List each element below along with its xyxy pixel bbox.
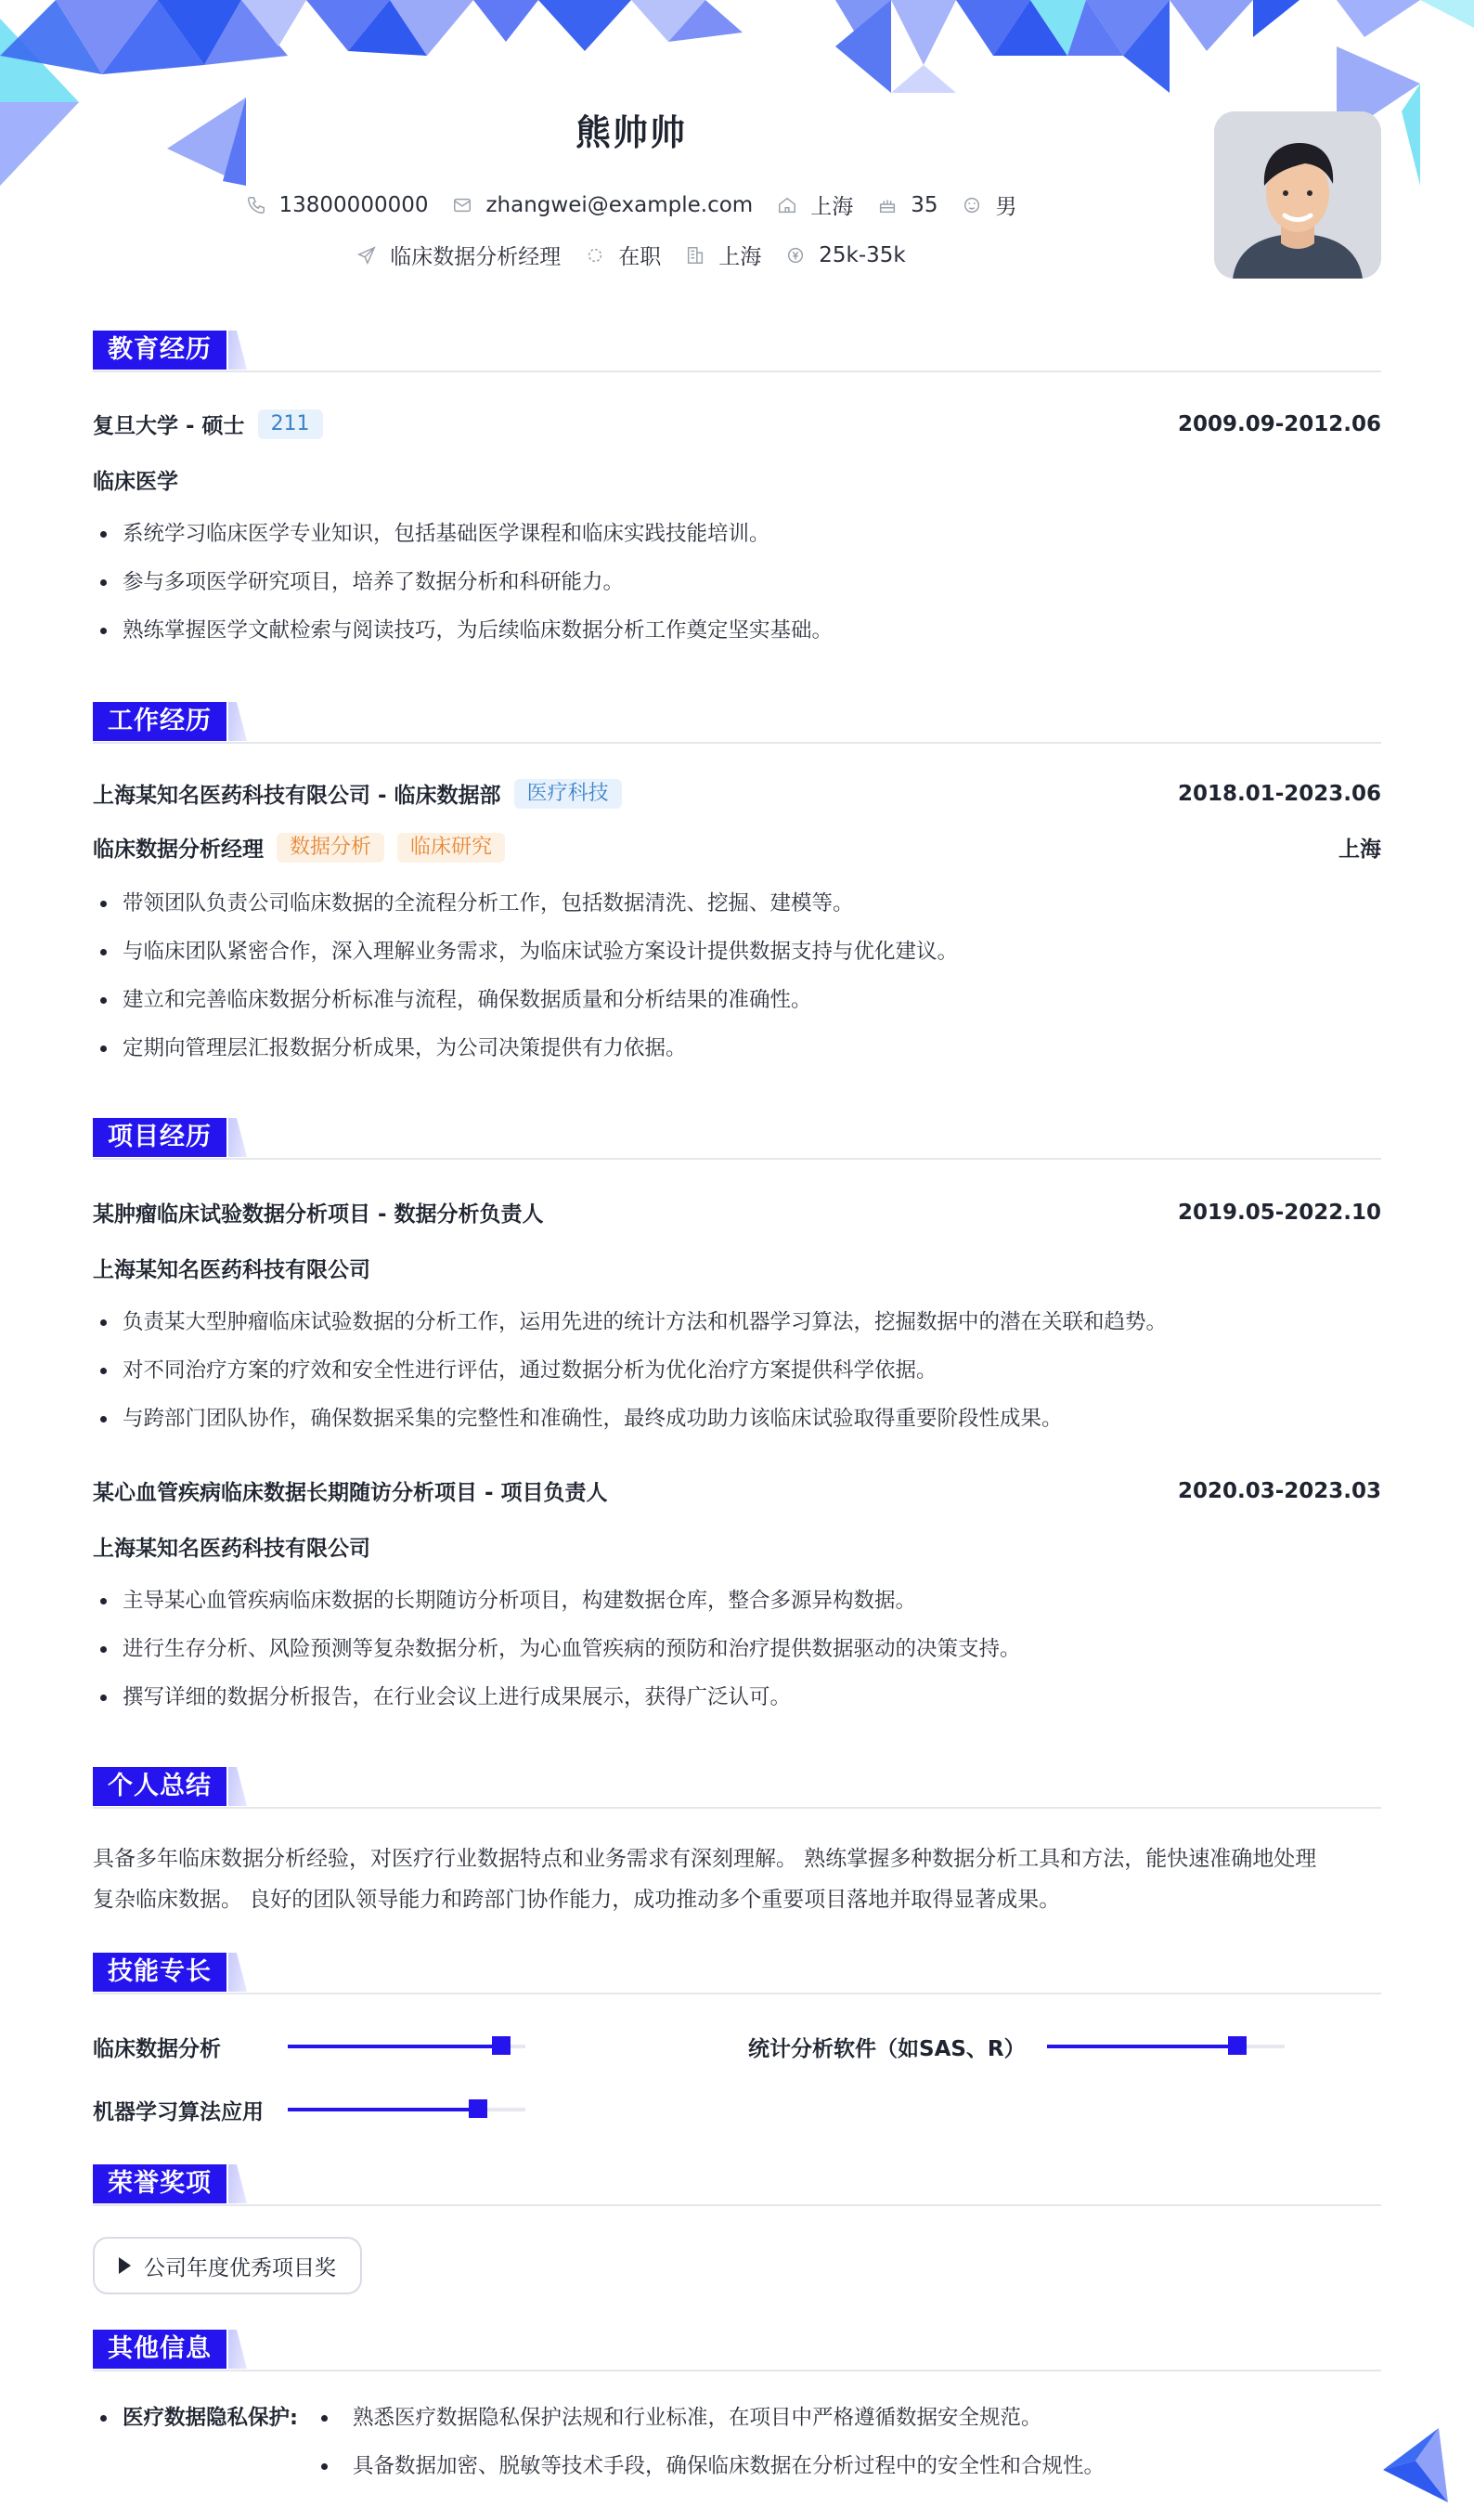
list-item: 定期向管理层汇报数据分析成果，为公司决策提供有力依据。 [93,1032,1381,1080]
list-item: 主导某心血管疾病临床数据的长期随访分析项目，构建数据仓库，整合多源异构数据。 [93,1584,1381,1632]
section-title: 项目经历 [93,1118,226,1157]
target-city-item [685,240,761,270]
summary-text [93,1838,1381,1920]
section-divider [93,1158,1381,1160]
work-bullets [93,887,1381,1080]
skill-bar [1047,2045,1285,2048]
skill-item [93,2093,557,2126]
work-position: 临床数据分析经理 [93,838,264,862]
project-header-row [93,1197,1381,1228]
work-tag: 临床研究 [397,833,505,863]
send-icon [356,245,377,266]
work-header-row [93,778,1381,809]
salary-icon [785,245,806,266]
project-date: 2019.05-2022.10 [1177,1200,1381,1225]
section-divider [93,1807,1381,1809]
mail-icon [452,195,472,215]
project-title: 某心血管疾病临床数据长期随访分析项目 - 项目负责人 [93,1481,608,1505]
phone-item [246,193,429,217]
section-work [93,702,1381,743]
section-title: 个人总结 [93,1767,226,1806]
section-other [93,2330,1381,2371]
bullet-dot [321,2463,328,2470]
section-divider [93,370,1381,372]
skill-item [748,2030,1305,2063]
section-tab-tail [228,2164,247,2203]
phone-text: 13800000000 [278,192,429,217]
section-divider [93,742,1381,744]
list-item: 与跨部门团队协作，确保数据采集的完整性和准确性，最终成功助力该临床试验取得重要阶段性成果。 [93,1402,1381,1450]
other-info-value: 熟悉医疗数据隐私保护法规和行业标准，在项目中严格遵循数据安全规范。 [353,2406,1042,2430]
status-text: 在职 [618,245,662,269]
section-skills [93,1953,1381,1994]
section-tab-tail [228,702,247,741]
section-project [93,1118,1381,1159]
salary-text: 25k-35k [819,242,906,267]
bullet-dot [100,2415,107,2422]
skill-bar-fill [288,2108,478,2111]
gender-item [962,189,1016,220]
list-item: 撰写详细的数据分析报告，在行业会议上进行成果展示，获得广泛认可。 [93,1681,1381,1729]
section-education [93,331,1381,371]
list-item: 参与多项医学研究项目，培养了数据分析和科研能力。 [93,565,1381,614]
skill-bar [288,2045,525,2048]
location-text: 上海 [810,195,854,219]
project-company: 上海某知名医药科技有限公司 [93,1537,370,1561]
list-item: 系统学习临床医学专业知识，包括基础医学课程和临床实践技能培训。 [93,517,1381,565]
work-city: 上海 [1338,838,1381,862]
list-item: 负责某大型肿瘤临床试验数据的分析工作，运用先进的统计方法和机器学习算法，挖掘数据中的潜在关联和趋势。 [93,1305,1381,1354]
other-info-value: 具备数据加密、脱敏等技术手段，确保临床数据在分析过程中的安全性和合规性。 [353,2454,1106,2478]
skill-name: 临床数据分析 [93,2036,221,2061]
work-company-dept: 上海某知名医药科技有限公司 - 临床数据部 [93,784,501,808]
work-tag: 数据分析 [277,833,384,863]
target-city-text: 上海 [718,245,762,269]
gender-icon [962,195,982,215]
salary-item [785,243,905,267]
age-item [877,193,937,217]
other-info-row [93,2399,1381,2448]
summary-line: 具备多年临床数据分析经验，对医疗行业数据特点和业务需求有深刻理解。 熟练掌握多种数据分析工具和方法，能快速准确地处理 [93,1847,1317,1871]
skill-item [93,2030,557,2063]
award-item [93,2237,362,2294]
avatar [1214,111,1381,279]
section-title: 其他信息 [93,2330,226,2369]
section-divider [93,2370,1381,2371]
section-title: 教育经历 [93,331,226,370]
section-tab-tail [228,1953,247,1992]
work-position-row [93,832,1381,863]
project-title: 某肿瘤临床试验数据分析项目 - 数据分析负责人 [93,1202,544,1227]
age-text: 35 [911,192,938,217]
other-info-row [93,2448,1381,2496]
age-icon [877,195,898,215]
section-summary [93,1767,1381,1808]
skill-bar-knob [469,2099,487,2118]
status-icon [585,245,605,266]
phone-icon [246,195,266,215]
gender-text: 男 [995,195,1017,219]
project-bullets [93,1305,1381,1450]
status-item [585,240,661,270]
project-header-row [93,1475,1381,1506]
summary-line: 复杂临床数据。 良好的团队领导能力和跨部门协作能力，成功推动多个重要项目落地并取得显著成果。 [93,1888,1061,1912]
skill-bar-fill [1047,2045,1237,2048]
education-date: 2009.09-2012.06 [1177,411,1381,436]
target-job-item [356,240,561,270]
section-tab-tail [228,331,247,370]
target-job-text: 临床数据分析经理 [390,245,562,269]
location-item [777,189,853,220]
project-company-row [93,1253,1381,1283]
skill-bar-fill [288,2045,501,2048]
other-info-key: 医疗数据隐私保护: [123,2406,298,2430]
work-industry-tag: 医疗科技 [514,779,622,809]
play-triangle-icon [119,2257,131,2274]
bullet-dot [321,2415,328,2422]
candidate-name: 熊帅帅 [575,112,687,153]
project-company-row [93,1531,1381,1562]
section-tab-tail [228,2330,247,2369]
list-item: 进行生存分析、风险预测等复杂数据分析，为心血管疾病的预防和治疗提供数据驱动的决策支持。 [93,1632,1381,1681]
education-header-row [93,409,1381,439]
education-bullets [93,517,1381,662]
email-text: zhangwei@example.com [485,192,754,217]
skill-bar [288,2108,525,2111]
section-tab-tail [228,1118,247,1157]
building-icon [685,245,705,266]
education-tag: 211 [258,409,323,439]
email-item [452,193,753,217]
list-item: 熟练掌握医学文献检索与阅读技巧，为后续临床数据分析工作奠定坚实基础。 [93,614,1381,662]
skill-bar-knob [1228,2036,1247,2055]
list-item: 建立和完善临床数据分析标准与流程，确保数据质量和分析结果的准确性。 [93,983,1381,1032]
skill-name: 机器学习算法应用 [93,2099,264,2124]
section-tab-tail [228,1767,247,1806]
section-title: 工作经历 [93,702,226,741]
education-school-degree: 复旦大学 - 硕士 [93,414,245,438]
section-title: 荣誉奖项 [93,2164,226,2203]
section-title: 技能专长 [93,1953,226,1992]
education-major-row [93,464,1381,495]
other-info [93,2399,1381,2496]
job-intent-row [0,240,1262,270]
list-item: 带领团队负责公司临床数据的全流程分析工作，包括数据清洗、挖掘、建模等。 [93,887,1381,935]
education-major: 临床医学 [93,470,178,494]
award-text: 公司年度优秀项目奖 [144,2255,336,2280]
project-company: 上海某知名医药科技有限公司 [93,1258,370,1282]
section-divider [93,1993,1381,1994]
home-icon [777,195,797,215]
contact-row [0,189,1262,220]
project-date: 2020.03-2023.03 [1177,1478,1381,1503]
project-bullets [93,1584,1381,1729]
work-date: 2018.01-2023.06 [1177,781,1381,806]
list-item: 与临床团队紧密合作，深入理解业务需求，为临床试验方案设计提供数据支持与优化建议。 [93,935,1381,983]
section-divider [93,2204,1381,2206]
list-item: 对不同治疗方案的疗效和安全性进行评估，通过数据分析为优化治疗方案提供科学依据。 [93,1354,1381,1402]
skill-name: 统计分析软件（如SAS、R） [748,2036,1026,2061]
skill-bar-knob [492,2036,511,2055]
section-awards [93,2164,1381,2205]
